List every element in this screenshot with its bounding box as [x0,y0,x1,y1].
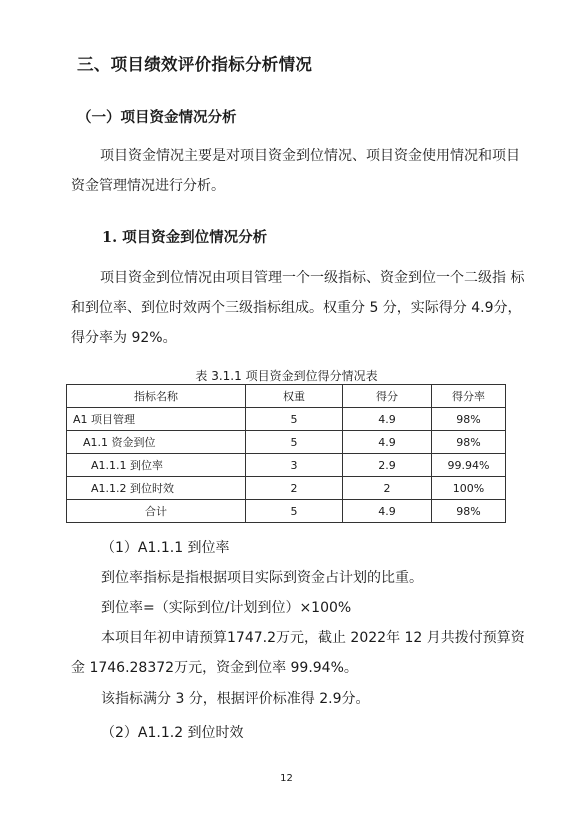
row-score: 2.9 [343,454,432,477]
header-score: 得分 [343,385,432,408]
row-rate: 98% [432,408,506,431]
section-title: 三、项目绩效评价指标分析情况 [77,55,313,74]
item1-score: 该指标满分 3 分，根据评价标准得 2.9分。 [101,691,370,707]
row-rate: 98% [432,431,506,454]
table-total-row [67,500,506,523]
heading-fund-arrival: 1. 项目资金到位情况分析 [102,229,268,246]
row-name: 合计 [67,500,246,523]
table-header-row [67,385,506,408]
table-row [67,408,506,431]
item1-body-line-1: 本项目年初申请预算1747.2万元，截止 2022年 12 月共拨付预算资 [101,630,525,646]
row-weight: 5 [246,500,343,523]
subsection-title: （一）项目资金情况分析 [77,110,237,126]
item2-title: （2）A1.1.2 到位时效 [101,725,244,741]
analysis-line-3: 得分率为 92%。 [71,330,177,346]
row-weight: 3 [246,454,343,477]
row-score: 4.9 [343,500,432,523]
item1-formula: 到位率=（实际到位/计划到位）×100% [101,600,352,616]
row-name: A1.1.1 到位率 [67,454,246,477]
header-rate: 得分率 [432,385,506,408]
table-row [67,454,506,477]
row-rate: 99.94% [432,454,506,477]
analysis-line-1: 项目资金到位情况由项目管理一个一级指标、资金到位一个二级指 标 [100,270,525,286]
intro-line-2: 资金管理情况进行分析。 [71,178,225,194]
row-rate: 98% [432,500,506,523]
row-weight: 2 [246,477,343,500]
item1-title: （1）A1.1.1 到位率 [101,540,230,556]
row-name: A1.1 资金到位 [67,431,246,454]
row-score: 2 [343,477,432,500]
page-number: 12 [280,773,293,784]
row-score: 4.9 [343,431,432,454]
intro-line-1: 项目资金情况主要是对项目资金到位情况、项目资金使用情况和项目 [100,148,520,164]
row-score: 4.9 [343,408,432,431]
item1-definition: 到位率指标是指根据项目实际到资金占计划的比重。 [101,570,423,586]
row-name: A1.1.2 到位时效 [67,477,246,500]
row-rate: 100% [432,477,506,500]
row-weight: 5 [246,431,343,454]
analysis-line-2: 和到位率、到位时效两个三级指标组成。权重分 5 分，实际得分 4.9分， [71,300,522,316]
header-indicator: 指标名称 [67,385,246,408]
table-caption: 表 3.1.1 项目资金到位得分情况表 [195,369,378,383]
table-row [67,431,506,454]
header-weight: 权重 [246,385,343,408]
intro-paragraph [71,141,520,201]
score-table [66,384,506,523]
row-weight: 5 [246,408,343,431]
row-name: A1 项目管理 [67,408,246,431]
analysis-paragraph [71,263,525,353]
table-row [67,477,506,500]
item1-body-line-2: 金 1746.28372万元，资金到位率 99.94%。 [71,660,358,676]
